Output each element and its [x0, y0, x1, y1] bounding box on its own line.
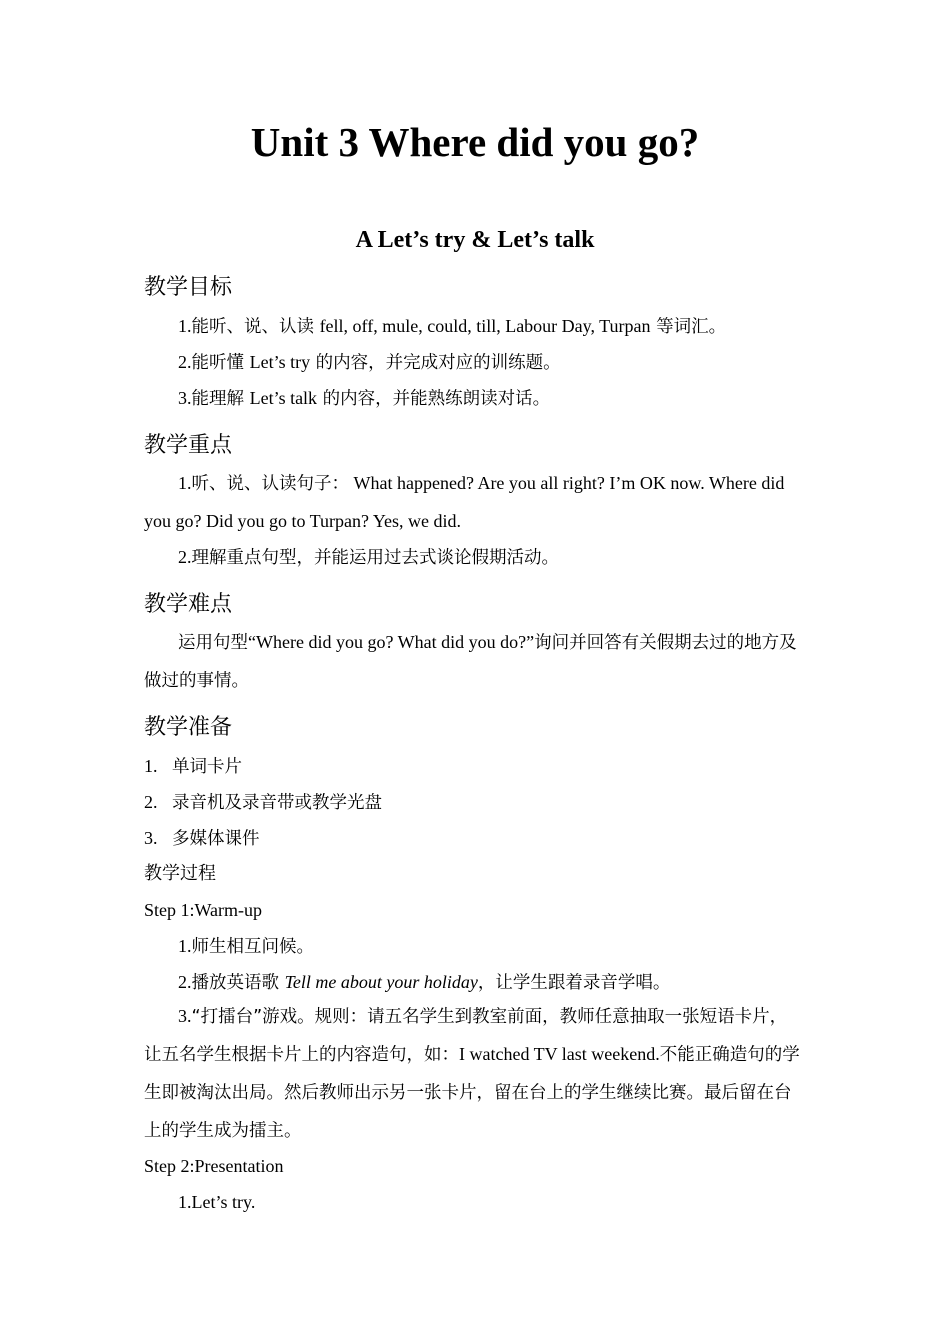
process-heading: 教学过程 [144, 863, 216, 884]
step-item-text-cjk: ，让学生跟着录音学唱。 [477, 973, 671, 993]
objective-num: 3. [178, 388, 192, 408]
song-title: Tell me about your holiday [284, 972, 478, 992]
difficulty-text-cjk: 询问并回答有关假期去过的地方及做过的事情。 [144, 633, 797, 691]
key-point-text-cjk: 理解重点句型，并能运用过去式谈论假期活动。 [191, 548, 559, 568]
objective-item-3 [178, 384, 838, 413]
key-point-text-en: What happened? Are you all right? I’m OK now. Where did you go? Did you go to Turpan? Yes, we did. [144, 473, 785, 531]
difficulties-heading: 教学难点 [144, 592, 233, 617]
objectives-heading: 教学目标 [144, 275, 233, 300]
key-point-num: 1. [178, 473, 192, 493]
preparation-text: 单词卡片 [172, 757, 242, 777]
preparation-heading: 教学准备 [144, 715, 233, 740]
objective-text-cjk: 能听懂 [191, 353, 250, 373]
document-title: Unit 3 Where did you go? [250, 119, 700, 165]
difficulty-text-en: “Where did you go? What did you do?” [248, 632, 535, 652]
preparation-num: 2. [144, 792, 158, 812]
step-item-text-cjk: “打擂台”游戏。规则：请五名学生到教室前面，教师任意抽取一张短语卡片，让五名学生根据卡片上的内容造句，如： [144, 1007, 788, 1065]
step-1-label: Step 1:Warm-up [144, 900, 263, 920]
difficulty-paragraph [144, 624, 804, 700]
step-item-text: 师生相互问候。 [191, 937, 314, 957]
preparation-text: 多媒体课件 [172, 829, 260, 849]
objective-text-en: fell, off, mule, could, till, Labour Day, Turpan [319, 316, 651, 336]
objective-num: 2. [178, 352, 192, 372]
section-subtitle: A Let’s try & Let’s talk [355, 227, 595, 253]
key-point-item-1 [144, 465, 804, 540]
objective-item-2 [178, 348, 838, 377]
objective-text-cjk: 的内容，并完成对应的训练题。 [310, 353, 561, 373]
key-point-text-cjk: 听、说、认读句子： [191, 474, 349, 494]
step-item-text-en: I watched TV last weekend. [459, 1044, 660, 1064]
objective-text-cjk: 等词汇。 [650, 317, 727, 337]
step-1-item-2 [178, 968, 838, 997]
difficulty-text-cjk: 运用句型 [178, 633, 248, 653]
objective-item-1 [178, 312, 838, 341]
preparation-num: 3. [144, 828, 158, 848]
key-point-item-2 [178, 543, 838, 572]
objective-text-en: Let’s try [249, 352, 311, 372]
step-1-item-1 [178, 932, 838, 961]
preparation-text: 录音机及录音带或教学光盘 [172, 793, 382, 813]
step-2-item-1: 1.Let’s try. [178, 1192, 256, 1212]
key-point-num: 2. [178, 547, 192, 567]
step-item-num: 3. [178, 1006, 192, 1026]
preparation-item-3 [144, 824, 260, 853]
step-2-label: Step 2:Presentation [144, 1156, 284, 1176]
preparation-item-1 [144, 752, 242, 781]
preparation-num: 1. [144, 756, 158, 776]
step-item-text-cjk: 不能正确造句的学生即被淘汰出局。然后教师出示另一张卡片，留在台上的学生继续比赛。最后留在台上的学生成为擂主。 [144, 1045, 800, 1141]
step-item-num: 2. [178, 972, 192, 992]
step-item-text-cjk: 播放英语歌 [191, 973, 285, 993]
step-item-num: 1. [178, 936, 192, 956]
key-points-heading: 教学重点 [144, 433, 233, 458]
objective-text-cjk: 能理解 [191, 389, 250, 409]
objective-text-cjk: 的内容，并能熟练朗读对话。 [317, 389, 551, 409]
objective-num: 1. [178, 316, 192, 336]
step-1-item-3 [144, 998, 804, 1150]
objective-text-cjk: 能听、说、认读 [191, 317, 320, 337]
objective-text-en: Let’s talk [249, 388, 318, 408]
preparation-item-2 [144, 788, 382, 817]
